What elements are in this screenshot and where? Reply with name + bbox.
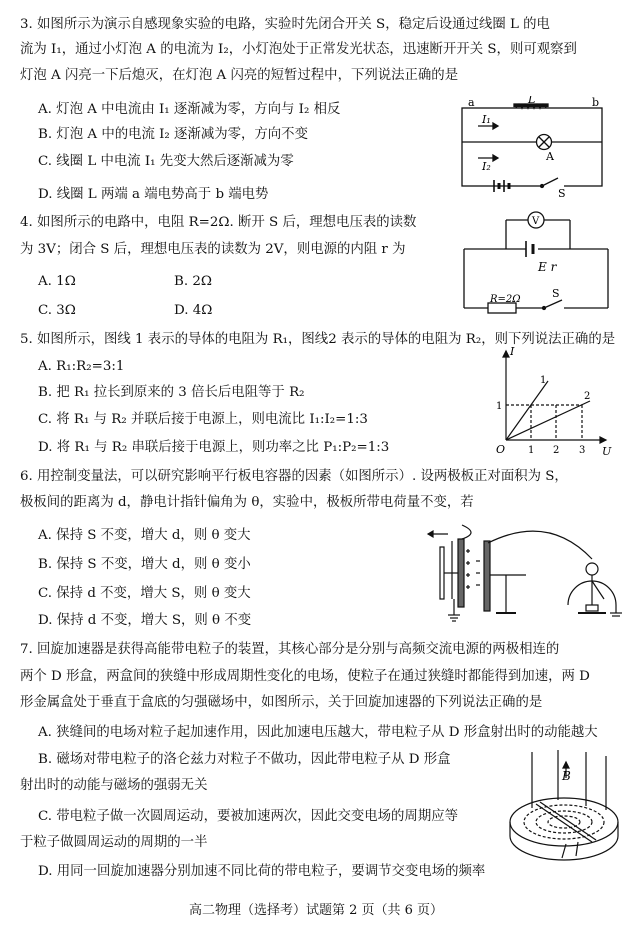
q3-fig-label-i1: I₁ <box>482 113 491 126</box>
q4-stem-line-1: 4. 如图所示的电路中，电阻 R=2Ω. 断开 S 后，理想电压表的读数 <box>20 215 417 230</box>
q4-fig-voltmeter-label: V <box>532 216 540 227</box>
q5-fig-axis-u: U <box>602 445 612 458</box>
q4-option-c: C. 3Ω <box>38 303 76 318</box>
q3-fig-label-lamp: A <box>546 150 554 163</box>
q7-option-d: D. 用同一回旋加速器分别加速不同比荷的带电粒子，要调节交变电场的频率 <box>38 864 486 879</box>
q5-fig-x-tick-1: 1 <box>528 445 535 456</box>
q5-fig-y-tick-1: 1 <box>496 401 503 412</box>
q4-fig-switch-label: S <box>552 287 560 300</box>
q6-option-d: D. 保持 d 不变，增大 S，则 θ 不变 <box>38 613 252 628</box>
q3-option-d: D. 线圈 L 两端 a 端电势高于 b 端电势 <box>38 187 269 202</box>
q3-option-c: C. 线圈 L 中电流 I₁ 先变大然后逐渐减为零 <box>38 154 294 169</box>
q5-iu-graph <box>486 343 616 461</box>
q5-fig-line-1-label: 1 <box>540 375 547 386</box>
q5-fig-line-2-label: 2 <box>584 391 591 402</box>
q7-option-c-line-2: 于粒子做圆周运动的周期的一半 <box>20 835 208 850</box>
q4-option-b: B. 2Ω <box>174 274 212 289</box>
q7-option-b-line-2: 射出时的动能与磁场的强弱无关 <box>20 778 208 793</box>
q5-fig-x-tick-3: 3 <box>579 445 586 456</box>
q3-self-inductance-circuit-diagram <box>458 96 618 198</box>
q7-fig-field-label: B <box>562 769 571 783</box>
page-footer: 高二物理（选择考）试题第 2 页（共 6 页） <box>188 903 444 918</box>
q5-fig-x-tick-2: 2 <box>553 445 560 456</box>
q3-fig-label-coil: L <box>528 96 536 106</box>
q5-option-d: D. 将 R₁ 与 R₂ 串联后接于电源上，则功率之比 P₁:P₂=1:3 <box>38 440 390 455</box>
q5-option-c: C. 将 R₁ 与 R₂ 并联后接于电源上，则电流比 I₁:I₂=1:3 <box>38 412 368 427</box>
q4-stem-line-2: 为 3V；闭合 S 后，理想电压表的读数为 2V，则电源的内阻 r 为 <box>20 242 406 257</box>
q6-option-a: A. 保持 S 不变，增大 d，则 θ 变大 <box>38 528 251 543</box>
q4-option-a: A. 1Ω <box>38 274 76 289</box>
q4-fig-resistor-label: R=2Ω <box>490 294 521 305</box>
q5-fig-origin: O <box>496 443 506 456</box>
q6-option-c: C. 保持 d 不变，增大 S，则 θ 变大 <box>38 586 251 601</box>
q3-fig-label-b: b <box>592 96 600 109</box>
q3-stem-line-2: 流为 I₁，通过小灯泡 A 的电流为 I₂，小灯泡处于正常发光状态，迅速断开开关 S，则可观察到 <box>20 42 577 57</box>
q3-stem-line-3: 灯泡 A 闪亮一下后熄灭，在灯泡 A 闪亮的短暂过程中，下列说法正确的是 <box>20 68 459 83</box>
q5-stem-line-1: 5. 如图所示，图线 1 表示的导体的电阻为 R₁，图线2 表示的导体的电阻为 R₂，则下列说法正确的是 <box>20 332 616 347</box>
q3-fig-label-switch: S <box>558 187 566 198</box>
q4-fig-source-label: E r <box>538 260 557 274</box>
q4-option-d: D. 4Ω <box>174 303 213 318</box>
q7-stem-line-1: 7. 回旋加速器是获得高能带电粒子的装置，其核心部分是分别与高频交流电源的两极相连的 <box>20 642 560 657</box>
q6-stem-line-2: 极板间的距离为 d，静电计指针偏角为 θ，实验中，极板所带电荷量不变，若 <box>20 495 474 510</box>
q3-fig-label-i2: I₂ <box>482 160 491 173</box>
q3-option-b: B. 灯泡 A 中的电流 I₂ 逐渐减为零，方向不变 <box>38 127 308 142</box>
q7-cyclotron-diagram <box>506 748 624 862</box>
q7-option-a: A. 狭缝间的电场对粒子起加速作用，因此加速电压越大，带电粒子从 D 形盒射出时的动能越大 <box>38 725 598 740</box>
q6-capacitor-electrometer-diagram <box>418 517 622 629</box>
q6-option-b: B. 保持 S 不变，增大 d，则 θ 变小 <box>38 557 251 572</box>
q3-stem-line-1: 3. 如图所示为演示自感现象实验的电路，实验时先闭合开关 S，稳定后设通过线圈 L 的电 <box>20 17 550 32</box>
q5-option-b: B. 把 R₁ 拉长到原来的 3 倍长后电阻等于 R₂ <box>38 385 305 400</box>
q5-option-a: A. R₁:R₂=3:1 <box>38 359 125 374</box>
q7-stem-line-3: 形金属盒处于垂直于盒底的匀强磁场中，如图所示，关于回旋加速器的下列说法正确的是 <box>20 695 543 710</box>
q3-option-a: A. 灯泡 A 中电流由 I₁ 逐渐减为零，方向与 I₂ 相反 <box>38 102 341 117</box>
q3-fig-label-a: a <box>468 96 475 109</box>
q6-stem-line-1: 6. 用控制变量法，可以研究影响平行板电容器的因素（如图所示）. 设两极板正对面积为 S， <box>20 469 568 484</box>
q7-option-b-line-1: B. 磁场对带电粒子的洛仑兹力对粒子不做功，因此带电粒子从 D 形盒 <box>38 752 451 767</box>
q7-option-c-line-1: C. 带电粒子做一次圆周运动，要被加速两次，因此交变电场的周期应等 <box>38 809 458 824</box>
q5-fig-axis-i: I <box>510 345 515 358</box>
q4-voltmeter-circuit-diagram <box>458 206 618 318</box>
q7-stem-line-2: 两个 D 形盒，两盒间的狭缝中形成周期性变化的电场，使粒子在通过狭缝时都能得到加速，两 D <box>20 669 590 684</box>
